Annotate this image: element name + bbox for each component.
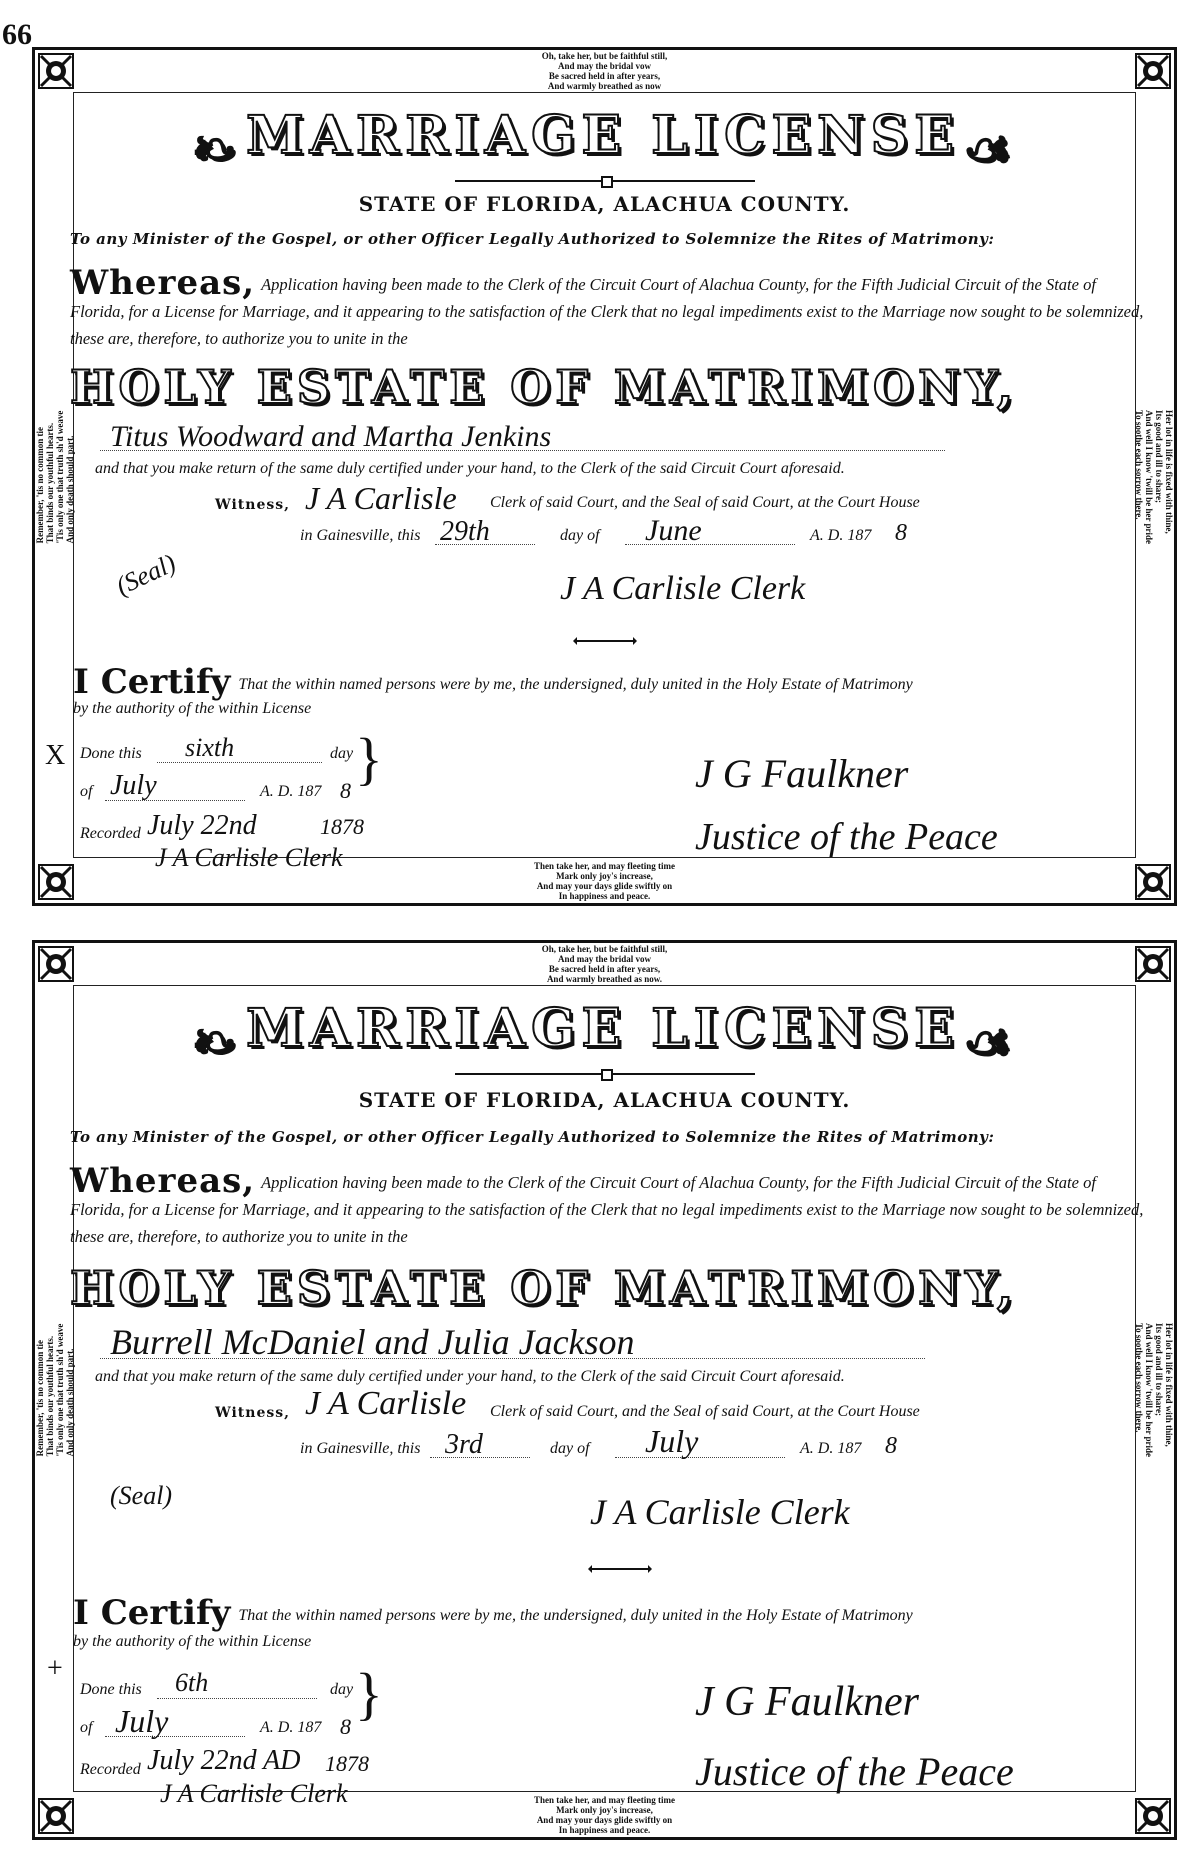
- done-day-line: [157, 762, 322, 763]
- poem-line: And may the bridal vow: [557, 61, 651, 71]
- ornamental-divider: [455, 1073, 755, 1075]
- license-title: [35, 998, 1174, 1073]
- poem-line: To soothe each sorrow there.: [1134, 409, 1144, 520]
- ornamental-separator: [590, 1568, 650, 1570]
- done-ad-text: A. D. 187: [260, 783, 322, 800]
- done-year: 8: [340, 1714, 351, 1739]
- poem-side-left: [35, 1324, 75, 1457]
- state-heading: STATE OF FLORIDA, ALACHUA COUNTY.: [358, 1088, 851, 1112]
- corner-ornament-icon: [1134, 52, 1172, 90]
- officiant-title: Justice of the Peace: [695, 816, 998, 858]
- certify-text: That the within named persons were by me, the undersigned, duly united in the Holy Estate of Matrimony: [238, 1607, 913, 1624]
- corner-ornament-icon: [37, 945, 75, 983]
- poem-line: And well I know 'twill be her pride: [1144, 409, 1154, 544]
- flourish-right-icon: ☙: [963, 1011, 1017, 1073]
- done-this-text: Done this: [80, 1681, 142, 1698]
- certify-paragraph: [73, 1593, 913, 1633]
- witness-label: Witness,: [215, 1405, 290, 1421]
- corner-ornament-icon: [37, 863, 75, 901]
- license-title-text: MARRIAGE LICENSE: [246, 105, 960, 166]
- of-word: of: [80, 1719, 93, 1736]
- done-day: 6th: [175, 1668, 209, 1697]
- license-day: 3rd: [445, 1429, 483, 1460]
- recorded-text: Recorded: [80, 1761, 141, 1778]
- gainesville-text: in Gainesville, this: [300, 527, 421, 544]
- whereas-paragraph: [70, 1161, 1149, 1250]
- poem-line: And may the bridal vow: [557, 954, 651, 964]
- corner-ornament-icon: [37, 1797, 75, 1835]
- officiant-title: Justice of the Peace: [695, 1749, 1014, 1794]
- flourish-right-icon: ☙: [963, 118, 1017, 180]
- seal-note: (Seal): [110, 1481, 173, 1510]
- flourish-left-icon: ❧: [192, 118, 243, 180]
- poem-line: That binds our youthful hearts.: [45, 422, 55, 543]
- page-number: 66: [2, 18, 32, 51]
- couple-names: Titus Woodward and Martha Jenkins: [110, 420, 552, 453]
- poem-line: That binds our youthful hearts.: [45, 1335, 55, 1457]
- authority-text: by the authority of the within License: [73, 700, 312, 717]
- license-title-text: MARRIAGE LICENSE: [246, 998, 960, 1059]
- done-this-text: Done this: [80, 745, 142, 762]
- address-line: To any Minister of the Gospel, or other Officer Legally Authorized to Solemnize the Rites of Matrimony:: [70, 1128, 995, 1146]
- poem-line: And only death should part.: [65, 1348, 75, 1457]
- witness-signature: J A Carlisle: [305, 1385, 467, 1422]
- recorded-date: July 22nd AD: [147, 1745, 301, 1776]
- certify-word: I Certify: [73, 1593, 231, 1633]
- poem-line: Oh, take her, but be faithful still,: [541, 944, 668, 954]
- poem-line: In happiness and peace.: [558, 891, 651, 901]
- poem-line: Then take her, and may fleeting time: [534, 861, 675, 871]
- marriage-license-1: [32, 47, 1177, 906]
- poem-line: Its good and ill to share;: [1154, 1322, 1164, 1417]
- poem-line: Oh, take her, but be faithful still,: [541, 51, 668, 61]
- recorded-clerk-signature: J A Carlisle Clerk: [155, 843, 343, 872]
- done-ad-text: A. D. 187: [260, 1719, 322, 1736]
- seal-note: (Seal): [111, 548, 181, 601]
- poem-side-left: [35, 410, 75, 543]
- month-line: [615, 1457, 785, 1458]
- poem-line: Mark only joy's increase,: [556, 1805, 653, 1815]
- corner-ornament-icon: [1134, 863, 1172, 901]
- officiant-signature: J G Faulkner: [695, 751, 909, 796]
- couple-names: Burrell McDaniel and Julia Jackson: [110, 1322, 635, 1362]
- certify-text: That the within named persons were by me, the undersigned, duly united in the Holy Estate of Matrimony: [238, 676, 913, 693]
- of-word: of: [80, 783, 93, 800]
- authority-text: by the authority of the within License: [73, 1633, 312, 1650]
- done-month: July: [115, 1703, 169, 1739]
- poem-line: And warmly breathed as now: [547, 81, 662, 91]
- poem-line: Its good and ill to share;: [1154, 409, 1164, 503]
- poem-line: Then take her, and may fleeting time: [534, 1795, 675, 1805]
- license-year-digit: 8: [885, 1433, 897, 1459]
- holy-estate-heading: HOLY ESTATE OF MATRIMONY,: [70, 1261, 1019, 1315]
- gainesville-text: in Gainesville, this: [300, 1440, 421, 1457]
- whereas-word: Whereas,: [70, 1161, 256, 1201]
- license-title: [35, 105, 1174, 180]
- done-day-line: [157, 1698, 317, 1699]
- holy-estate-heading: HOLY ESTATE OF MATRIMONY,: [70, 360, 1019, 414]
- ad-text: A. D. 187: [800, 1440, 862, 1457]
- corner-ornament-icon: [1134, 945, 1172, 983]
- clerk-signature: J A Carlisle Clerk: [590, 1492, 850, 1532]
- day-of-text: day of: [560, 527, 600, 544]
- certify-paragraph: [73, 662, 913, 702]
- whereas-text: Application having been made to the Clerk of the Circuit Court of Alachua County, for the Fifth Judicial Circuit of the State of Florida, for a License for Marriage, and it appearing to the satisfaction of the Clerk that no legal impediments exist to the Marriage now sought to be solemnized, these are, therefore, to authorize you to unite in the: [70, 275, 1144, 348]
- day-word: day: [330, 1681, 354, 1698]
- brace: }: [355, 726, 383, 791]
- address-line: To any Minister of the Gospel, or other Officer Legally Authorized to Solemnize the Rites of Matrimony:: [70, 230, 995, 248]
- marriage-license-2: [32, 940, 1177, 1840]
- ornamental-divider: [455, 180, 755, 182]
- state-heading: STATE OF FLORIDA, ALACHUA COUNTY.: [358, 192, 851, 216]
- recorded-year: 1878: [320, 814, 364, 839]
- poem-line: And well I know 'twill be her pride: [1144, 1322, 1154, 1458]
- whereas-paragraph: [70, 263, 1149, 352]
- poem-bottom: [505, 1795, 705, 1835]
- poem-line: 'Tis only one that truth sh'd weave: [55, 1323, 65, 1457]
- poem-line: Her lot in life is fixed with thine,: [1164, 409, 1174, 534]
- poem-side-right: [1134, 409, 1174, 543]
- day-of-text: day of: [550, 1440, 590, 1457]
- certify-word: I Certify: [73, 662, 231, 702]
- done-year: 8: [340, 778, 351, 803]
- recorded-year: 1878: [325, 1751, 369, 1776]
- clerk-text: Clerk of said Court, and the Seal of said Court, at the Court House: [490, 494, 920, 511]
- day-word: day: [330, 745, 354, 762]
- license-month: July: [645, 1423, 699, 1459]
- poem-line: And may your days glide swiftly on: [536, 881, 673, 891]
- poem-line: Remember, 'tis no common tie: [35, 1340, 45, 1457]
- officiant-signature: J G Faulkner: [695, 1679, 919, 1725]
- license-year-digit: 8: [895, 520, 907, 546]
- recorded-text: Recorded: [80, 825, 141, 842]
- poem-line: And only death should part.: [65, 435, 75, 543]
- poem-line: 'Tis only one that truth sh'd weave: [55, 410, 65, 543]
- witness-signature: J A Carlisle: [305, 480, 457, 516]
- poem-line: Be sacred held in after years,: [548, 71, 661, 81]
- poem-top: [505, 944, 705, 984]
- margin-mark: X: [45, 740, 66, 771]
- margin-mark: +: [47, 1653, 63, 1684]
- poem-line: And warmly breathed as now.: [546, 974, 663, 984]
- license-day: 29th: [440, 516, 490, 547]
- return-text: and that you make return of the same duly certified under your hand, to the Clerk of the said Circuit Court aforesaid.: [95, 1368, 845, 1385]
- whereas-text: Application having been made to the Clerk of the Circuit Court of Alachua County, for the Fifth Judicial Circuit of the State of Florida, for a License for Marriage, and it appearing to the satisfaction of the Clerk that no legal impediments exist to the Marriage now sought to be solemnized, these are, therefore, to authorize you to unite in the: [70, 1173, 1144, 1246]
- poem-line: Mark only joy's increase,: [556, 871, 653, 881]
- poem-side-right: [1134, 1323, 1174, 1457]
- done-day: sixth: [185, 733, 235, 762]
- recorded-date: July 22nd: [147, 810, 257, 841]
- flourish-left-icon: ❧: [192, 1011, 243, 1073]
- license-month: June: [645, 514, 702, 547]
- clerk-text: Clerk of said Court, and the Seal of said Court, at the Court House: [490, 1403, 920, 1420]
- recorded-clerk-signature: J A Carlisle Clerk: [160, 1779, 348, 1808]
- ad-text: A. D. 187: [810, 527, 872, 544]
- return-text: and that you make return of the same duly certified under your hand, to the Clerk of the said Circuit Court aforesaid.: [95, 460, 845, 477]
- poem-line: To soothe each sorrow there.: [1134, 1322, 1144, 1433]
- done-month: July: [110, 770, 157, 801]
- brace: }: [355, 1661, 383, 1726]
- witness-label: Witness,: [215, 497, 290, 513]
- poem-line: Her lot in life is fixed with thine,: [1164, 1322, 1174, 1447]
- poem-line: In happiness and peace.: [558, 1825, 651, 1835]
- poem-line: Be sacred held in after years,: [548, 964, 661, 974]
- poem-bottom: [505, 861, 705, 901]
- poem-line: And may your days glide swiftly on: [536, 1815, 673, 1825]
- corner-ornament-icon: [37, 52, 75, 90]
- whereas-word: Whereas,: [70, 263, 256, 303]
- poem-top: [505, 51, 705, 91]
- clerk-signature: J A Carlisle Clerk: [560, 570, 806, 607]
- ornamental-separator: [575, 640, 635, 642]
- corner-ornament-icon: [1134, 1797, 1172, 1835]
- poem-line: Remember, 'tis no common tie: [35, 426, 45, 543]
